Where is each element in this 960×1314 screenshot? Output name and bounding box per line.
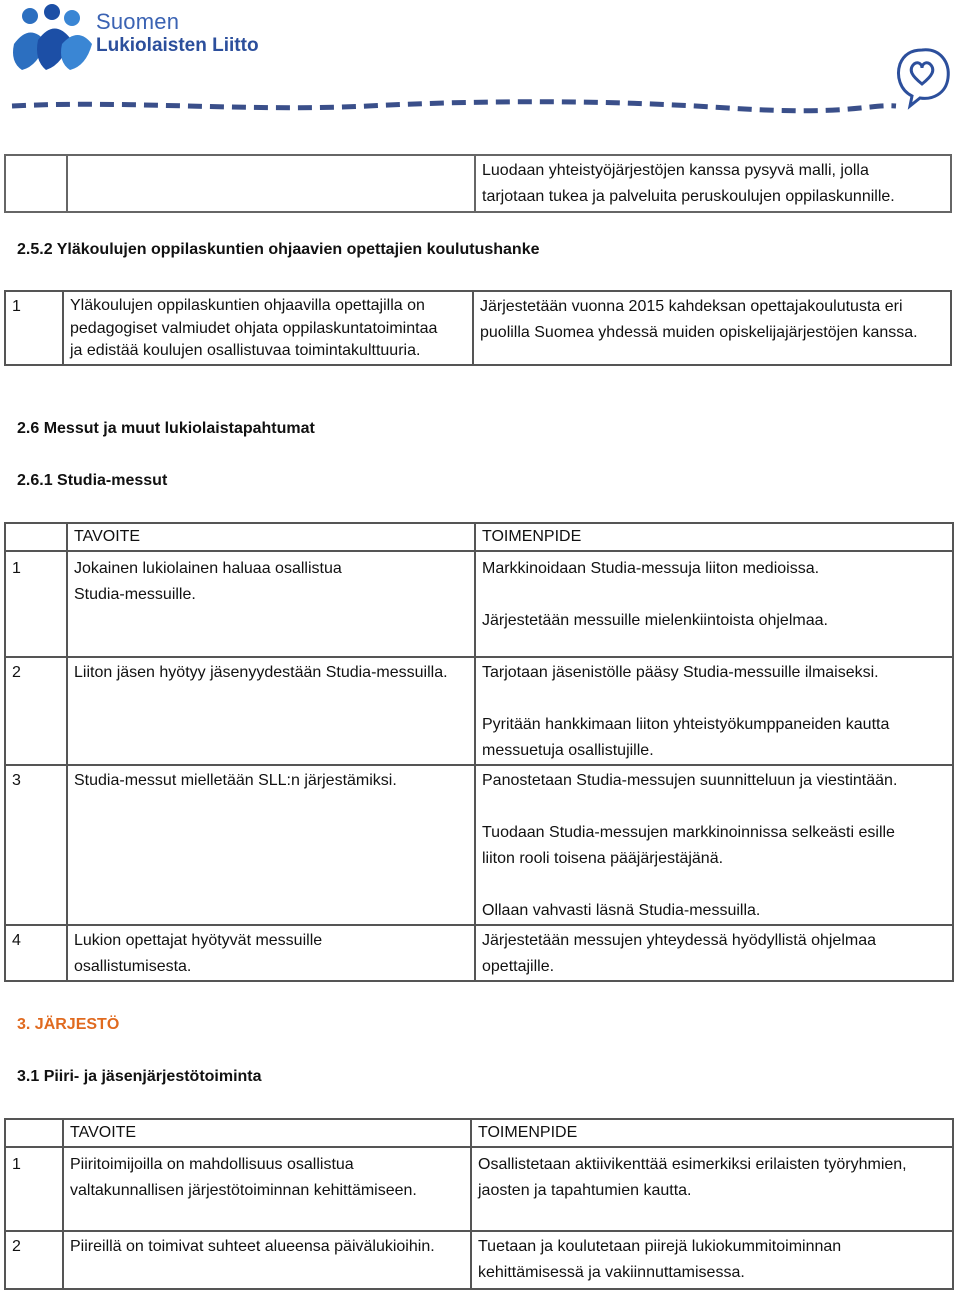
chapter-heading: 3. JÄRJESTÖ bbox=[17, 1016, 120, 1033]
text-line bbox=[482, 872, 952, 898]
text-line: Luodaan yhteistyöjärjestöjen kanssa pysyvä malli, jolla bbox=[482, 162, 869, 179]
table-row bbox=[5, 765, 953, 925]
cell-num bbox=[5, 1119, 63, 1147]
text-line bbox=[482, 794, 952, 820]
text-line: ja edistää koulujen osallistuvaa toimintakulttuuria. bbox=[70, 342, 421, 359]
text-line: Piireillä on toimivat suhteet alueensa päivälukioihin. bbox=[70, 1238, 435, 1255]
text-line: Markkinoidaan Studia-messuja liiton medioissa. bbox=[482, 560, 820, 577]
cell-num bbox=[5, 155, 67, 212]
cell-num: 2 bbox=[5, 657, 67, 765]
org-name-line2: Lukiolaisten Liitto bbox=[96, 35, 259, 56]
text-line: Yläkoulujen oppilaskuntien ohjaavilla opettajilla on bbox=[70, 297, 425, 314]
subsection-heading: 3.1 Piiri- ja jäsenjärjestötoiminta bbox=[17, 1068, 262, 1085]
text-line: Ollaan vahvasti läsnä Studia-messuilla. bbox=[482, 902, 761, 919]
table-row bbox=[5, 551, 953, 657]
col-header-goal: TAVOITE bbox=[67, 523, 475, 551]
text-line: Järjestetään messujen yhteydessä hyödyllistä ohjelmaa bbox=[482, 932, 876, 949]
table-row bbox=[5, 291, 951, 365]
table-row bbox=[5, 155, 951, 212]
table-header-row bbox=[5, 1119, 953, 1147]
cell-action bbox=[473, 291, 951, 365]
table-top bbox=[4, 154, 952, 213]
text-line: Jokainen lukiolainen haluaa osallistua bbox=[74, 560, 342, 577]
text-line: Järjestetään messuille mielenkiintoista ohjelmaa. bbox=[482, 612, 828, 629]
cell-action bbox=[475, 765, 953, 925]
table-row bbox=[5, 1147, 953, 1231]
table-piiri bbox=[4, 1118, 954, 1290]
subsection-heading: 2.6.1 Studia-messut bbox=[17, 472, 168, 489]
text-line: kehittämisessä ja vakiinnuttamisessa. bbox=[478, 1264, 745, 1281]
table-row bbox=[5, 1231, 953, 1289]
cell-goal bbox=[63, 1231, 471, 1289]
text-line: Pyritään hankkimaan liiton yhteistyökumppaneiden kautta bbox=[482, 716, 890, 733]
cell-num: 3 bbox=[5, 765, 67, 925]
text-line: Studia-messuille. bbox=[74, 586, 196, 603]
text-line: valtakunnallisen järjestötoiminnan kehittämiseen. bbox=[70, 1182, 417, 1199]
text-line: pedagogiset valmiudet ohjata oppilaskuntatoimintaa bbox=[70, 320, 438, 337]
cell-goal bbox=[63, 1147, 471, 1231]
text-line: puolilla Suomea yhdessä muiden opiskelijajärjestöjen kanssa. bbox=[480, 324, 918, 341]
cell-num: 1 bbox=[5, 291, 63, 365]
col-header-goal: TAVOITE bbox=[63, 1119, 471, 1147]
col-header-action: TOIMENPIDE bbox=[475, 523, 953, 551]
text-line: tarjotaan tukea ja palveluita peruskoulujen oppilaskunnille. bbox=[482, 188, 895, 205]
text-line: Panostetaan Studia-messujen suunnitteluun ja viestintään. bbox=[482, 772, 898, 789]
text-line: Lukion opettajat hyötyvät messuille bbox=[74, 932, 323, 949]
cell-goal bbox=[63, 291, 473, 365]
table-header-row bbox=[5, 523, 953, 551]
cell-action bbox=[475, 925, 953, 981]
org-name-line1: Suomen bbox=[96, 9, 180, 34]
text-line bbox=[482, 582, 952, 608]
text-line: Tuetaan ja koulutetaan piirejä lukiokummitoiminnan bbox=[478, 1238, 842, 1255]
text-line: Piiritoimijoilla on mahdollisuus osallistua bbox=[70, 1156, 354, 1173]
cell-goal bbox=[67, 155, 475, 212]
section-heading: 2.6 Messut ja muut lukiolaistapahtumat bbox=[17, 420, 315, 437]
table-row bbox=[5, 657, 953, 765]
cell-num: 2 bbox=[5, 1231, 63, 1289]
text-line: Liiton jäsen hyötyy jäsenyydestään Studia-messuilla. bbox=[74, 664, 448, 681]
cell-goal bbox=[67, 657, 475, 765]
text-line: Tarjotaan jäsenistölle pääsy Studia-messuille ilmaiseksi. bbox=[482, 664, 879, 681]
cell-action bbox=[471, 1231, 953, 1289]
cell-action bbox=[475, 657, 953, 765]
table-row bbox=[5, 925, 953, 981]
cell-action bbox=[475, 155, 951, 212]
col-header-action: TOIMENPIDE bbox=[471, 1119, 953, 1147]
text-line: liiton rooli toisena pääjärjestäjänä. bbox=[482, 850, 724, 867]
text-line: Järjestetään vuonna 2015 kahdeksan opettajakoulutusta eri bbox=[480, 298, 903, 315]
text-line: Studia-messut mielletään SLL:n järjestämiksi. bbox=[74, 772, 397, 789]
table-252 bbox=[4, 290, 952, 366]
heart-speech-bubble-icon bbox=[892, 44, 952, 110]
dashed-header-line bbox=[8, 96, 900, 118]
section-heading: 2.5.2 Yläkoulujen oppilaskuntien ohjaavien opettajien koulutushanke bbox=[17, 241, 540, 258]
text-line: Osallistetaan aktiivikenttää esimerkiksi erilaisten työryhmien, bbox=[478, 1156, 907, 1173]
text-line: osallistumisesta. bbox=[74, 958, 192, 975]
table-studia bbox=[4, 522, 954, 982]
text-line: jaosten ja tapahtumien kautta. bbox=[478, 1182, 692, 1199]
cell-goal bbox=[67, 925, 475, 981]
cell-num: 1 bbox=[5, 1147, 63, 1231]
cell-num: 1 bbox=[5, 551, 67, 657]
cell-action bbox=[471, 1147, 953, 1231]
cell-goal bbox=[67, 551, 475, 657]
text-line: Tuodaan Studia-messujen markkinoinnissa selkeästi esille bbox=[482, 824, 895, 841]
cell-num: 4 bbox=[5, 925, 67, 981]
text-line: opettajille. bbox=[482, 958, 555, 975]
text-line bbox=[482, 686, 952, 712]
cell-goal bbox=[67, 765, 475, 925]
cell-action bbox=[475, 551, 953, 657]
text-line: messuetuja osallistujille. bbox=[482, 742, 654, 759]
cell-num bbox=[5, 523, 67, 551]
